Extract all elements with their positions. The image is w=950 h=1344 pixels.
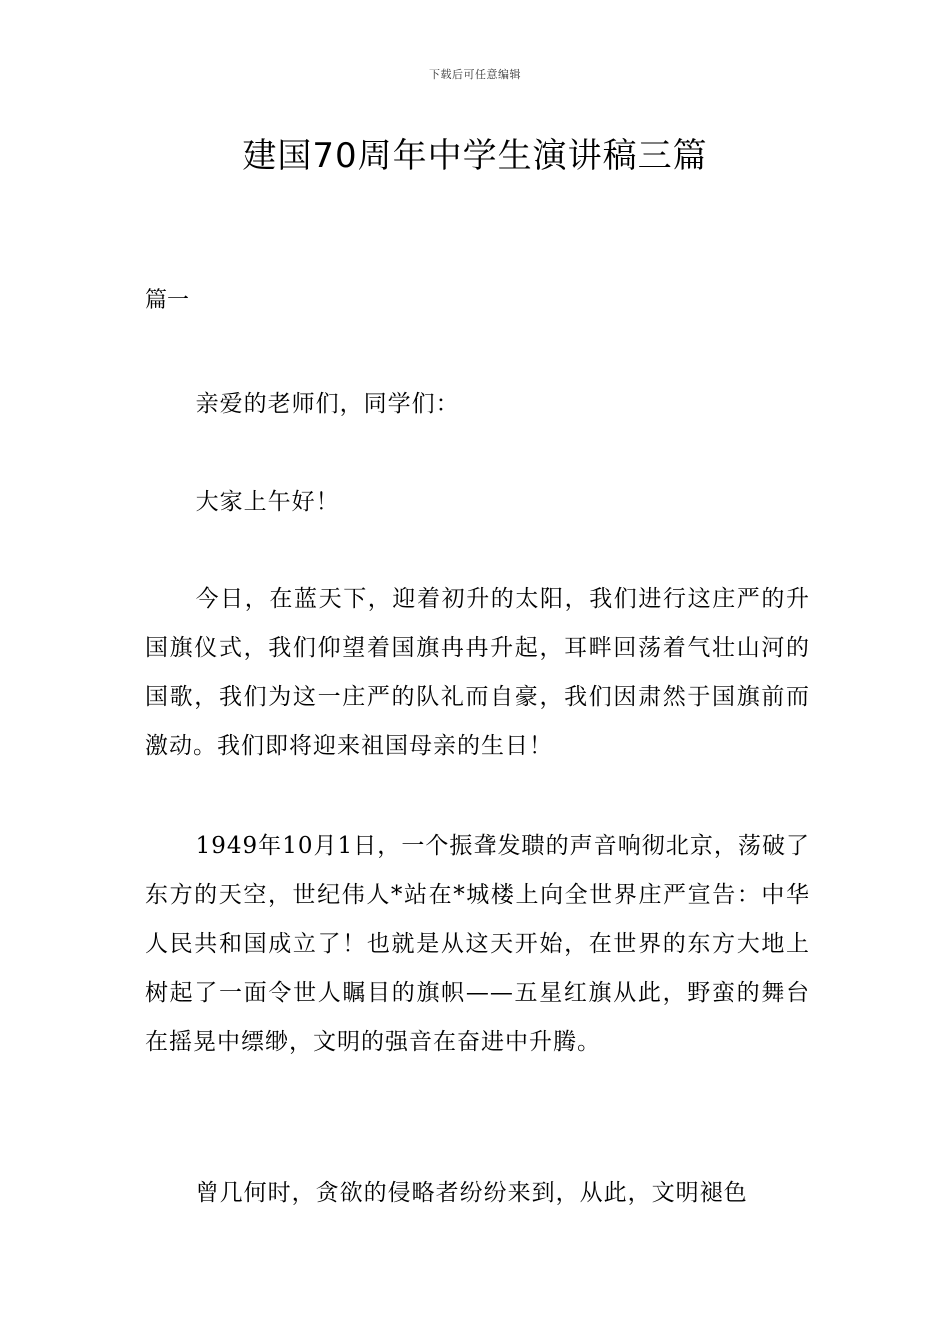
section-label: 篇一 (145, 288, 190, 313)
document-title: 建国70周年中学生演讲稿三篇 (242, 136, 708, 176)
paragraph-hello: 大家上午好！ (195, 489, 340, 515)
paragraph-greeting: 亲爱的老师们，同学们： (195, 391, 460, 417)
paragraph-founding: 1949年10月1日，一个振聋发聩的声音响彻北京，荡破了东方的天空，世纪伟人*站在*城楼上向全世界庄严宣告：中华人民共和国成立了！也就是从这天开始，在世界的东方大地上树起了一面令世人瞩目的旗帜——五星红旗从此，野蛮的舞台在摇晃中缥缈，文明的强音在奋进中升腾。 (145, 833, 810, 1055)
header-note: 下载后可任意编辑 (429, 68, 521, 81)
paragraph-today: 今日，在蓝天下，迎着初升的太阳，我们进行这庄严的升国旗仪式，我们仰望着国旗冉冉升起，耳畔回荡着气壮山河的国歌，我们为这一庄严的队礼而自豪，我们因肃然于国旗前而激动。我们即将迎来祖国母亲的生日！ (145, 586, 810, 759)
paragraph-once: 曾几何时，贪欲的侵略者纷纷来到，从此，文明褪色 (195, 1180, 748, 1206)
